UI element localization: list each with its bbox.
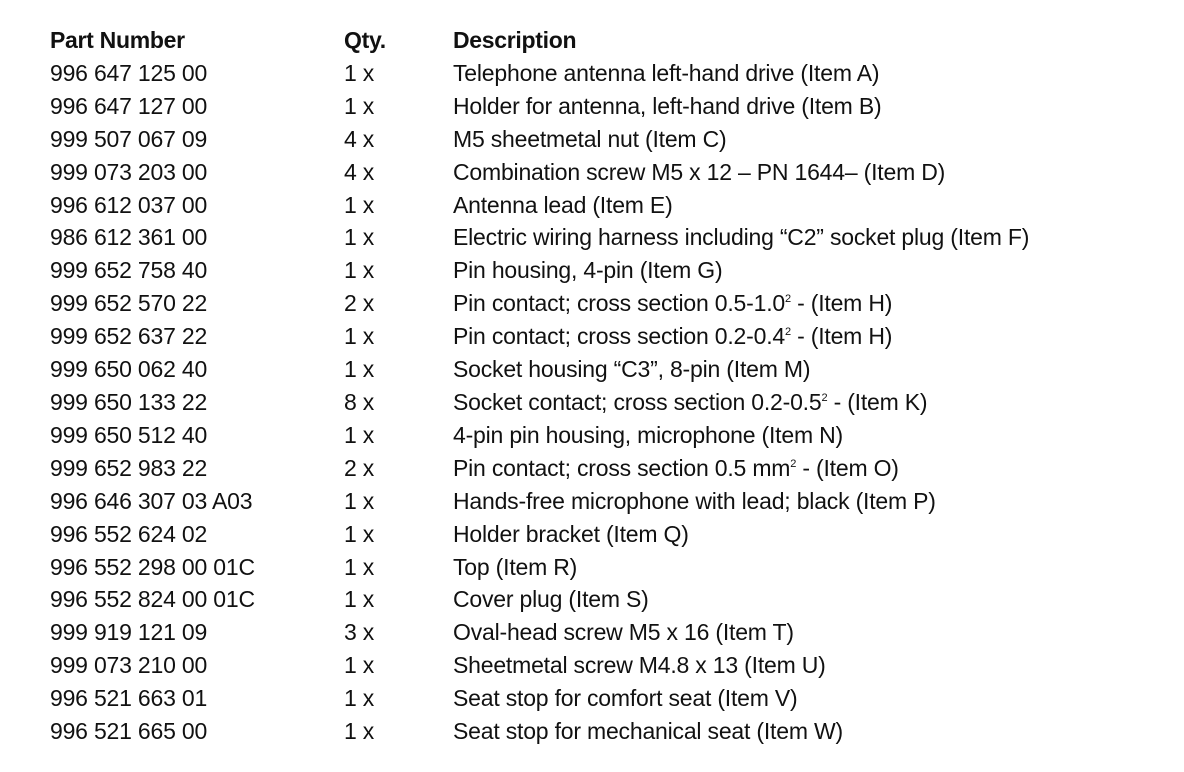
- table-row: [50, 254, 1170, 287]
- description-text: Seat stop for comfort seat (Item V): [453, 685, 798, 712]
- part-number-cell: 999 650 133 22: [50, 388, 208, 415]
- description-suffix: - (Item H): [790, 323, 893, 350]
- description-text: Socket contact; cross section 0.2-0.5: [453, 388, 822, 415]
- description-text: Telephone antenna left-hand drive (Item A): [453, 59, 880, 86]
- header-row: [50, 24, 1170, 57]
- description-cell: [453, 419, 1170, 452]
- table-row: [50, 452, 1170, 485]
- qty-cell: 1 x: [344, 224, 375, 251]
- qty-cell: 4 x: [344, 158, 375, 185]
- description-suffix: - (Item O): [796, 454, 899, 481]
- description-cell: [453, 452, 1170, 485]
- table-row: [50, 57, 1170, 90]
- description-cell: [453, 353, 1170, 386]
- table-row: [50, 616, 1170, 649]
- header-part-number: Part Number: [50, 27, 185, 53]
- table-row: [50, 123, 1170, 156]
- part-number-cell: 999 073 210 00: [50, 652, 208, 679]
- qty-cell: 3 x: [344, 619, 375, 646]
- description-cell: [453, 485, 1170, 518]
- table-row: [50, 221, 1170, 254]
- qty-cell: 1 x: [344, 520, 375, 547]
- table-row: [50, 189, 1170, 222]
- table-row: [50, 715, 1170, 748]
- part-number-cell: 999 507 067 09: [50, 125, 208, 152]
- table-row: [50, 320, 1170, 353]
- table-row: [50, 551, 1170, 584]
- description-cell: [453, 583, 1170, 616]
- part-number-cell: 996 521 665 00: [50, 718, 208, 745]
- part-number-cell: 999 650 512 40: [50, 421, 208, 448]
- table-row: [50, 287, 1170, 320]
- qty-cell: 1 x: [344, 421, 375, 448]
- qty-cell: 1 x: [344, 553, 375, 580]
- part-number-cell: 996 612 037 00: [50, 191, 208, 218]
- description-cell: [453, 551, 1170, 584]
- table-row: [50, 156, 1170, 189]
- description-text: Combination screw M5 x 12 – PN 1644– (Item D): [453, 158, 946, 185]
- description-text: Top (Item R): [453, 553, 578, 580]
- qty-cell: 1 x: [344, 652, 375, 679]
- description-cell: [453, 90, 1170, 123]
- qty-cell: 1 x: [344, 487, 375, 514]
- part-number-cell: 996 647 127 00: [50, 92, 208, 119]
- qty-cell: 2 x: [344, 454, 375, 481]
- description-cell: [453, 616, 1170, 649]
- part-number-cell: 996 552 624 02: [50, 520, 208, 547]
- description-text: Pin contact; cross section 0.5-1.0: [453, 290, 785, 317]
- part-number-cell: 996 521 663 01: [50, 685, 208, 712]
- table-row: [50, 386, 1170, 419]
- qty-cell: 1 x: [344, 685, 375, 712]
- description-text: Cover plug (Item S): [453, 586, 649, 613]
- description-cell: [453, 57, 1170, 90]
- table-row: [50, 90, 1170, 123]
- description-cell: [453, 518, 1170, 551]
- qty-cell: 1 x: [344, 718, 375, 745]
- part-number-cell: 996 646 307 03 A03: [50, 487, 253, 514]
- qty-cell: 1 x: [344, 323, 375, 350]
- description-text: 4-pin pin housing, microphone (Item N): [453, 421, 843, 448]
- part-number-cell: 996 552 298 00 01C: [50, 553, 255, 580]
- table-row: [50, 353, 1170, 386]
- part-number-cell: 996 647 125 00: [50, 59, 208, 86]
- table-row: [50, 649, 1170, 682]
- table-row: [50, 682, 1170, 715]
- description-cell: [453, 123, 1170, 156]
- qty-cell: 2 x: [344, 290, 375, 317]
- description-text: Sheetmetal screw M4.8 x 13 (Item U): [453, 652, 826, 679]
- part-number-cell: 996 552 824 00 01C: [50, 586, 255, 613]
- description-text: Pin contact; cross section 0.2-0.4: [453, 323, 785, 350]
- description-cell: [453, 287, 1170, 320]
- superscript-squared: 2: [821, 391, 828, 404]
- part-number-cell: 999 652 758 40: [50, 257, 208, 284]
- qty-cell: 1 x: [344, 59, 375, 86]
- superscript-squared: 2: [784, 293, 791, 306]
- part-number-cell: 999 650 062 40: [50, 356, 208, 383]
- header-description: Description: [453, 27, 577, 53]
- part-number-cell: 986 612 361 00: [50, 224, 208, 251]
- description-text: Oval-head screw M5 x 16 (Item T): [453, 619, 794, 646]
- description-text: Holder bracket (Item Q): [453, 520, 689, 547]
- table-row: [50, 485, 1170, 518]
- description-suffix: - (Item K): [827, 388, 928, 415]
- superscript-squared: 2: [784, 326, 791, 339]
- part-number-cell: 999 919 121 09: [50, 619, 208, 646]
- qty-cell: 1 x: [344, 191, 375, 218]
- description-cell: [453, 386, 1170, 419]
- part-number-cell: 999 652 570 22: [50, 290, 208, 317]
- table-row: [50, 419, 1170, 452]
- description-cell: [453, 682, 1170, 715]
- header-qty: Qty.: [344, 27, 386, 53]
- table-row: [50, 518, 1170, 551]
- superscript-squared: 2: [790, 457, 797, 470]
- description-text: M5 sheetmetal nut (Item C): [453, 125, 727, 152]
- qty-cell: 1 x: [344, 92, 375, 119]
- description-text: Holder for antenna, left-hand drive (Item B): [453, 92, 882, 119]
- description-cell: [453, 715, 1170, 748]
- description-cell: [453, 320, 1170, 353]
- qty-cell: 1 x: [344, 356, 375, 383]
- description-text: Seat stop for mechanical seat (Item W): [453, 718, 843, 745]
- description-text: Pin contact; cross section 0.5 mm: [453, 454, 791, 481]
- qty-cell: 1 x: [344, 257, 375, 284]
- parts-table-body: [50, 57, 1170, 748]
- description-cell: [453, 189, 1170, 222]
- part-number-cell: 999 652 637 22: [50, 323, 208, 350]
- part-number-cell: 999 652 983 22: [50, 454, 208, 481]
- description-cell: [453, 156, 1170, 189]
- description-text: Antenna lead (Item E): [453, 191, 673, 218]
- description-text: Electric wiring harness including “C2” socket plug (Item F): [453, 224, 1030, 251]
- description-text: Pin housing, 4-pin (Item G): [453, 257, 723, 284]
- description-suffix: - (Item H): [790, 290, 893, 317]
- description-cell: [453, 649, 1170, 682]
- description-cell: [453, 254, 1170, 287]
- part-number-cell: 999 073 203 00: [50, 158, 208, 185]
- qty-cell: 4 x: [344, 125, 375, 152]
- qty-cell: 1 x: [344, 586, 375, 613]
- description-text: Hands-free microphone with lead; black (Item P): [453, 487, 936, 514]
- description-cell: [453, 221, 1170, 254]
- qty-cell: 8 x: [344, 388, 375, 415]
- parts-table: [50, 24, 1170, 748]
- table-row: [50, 583, 1170, 616]
- description-text: Socket housing “C3”, 8-pin (Item M): [453, 356, 811, 383]
